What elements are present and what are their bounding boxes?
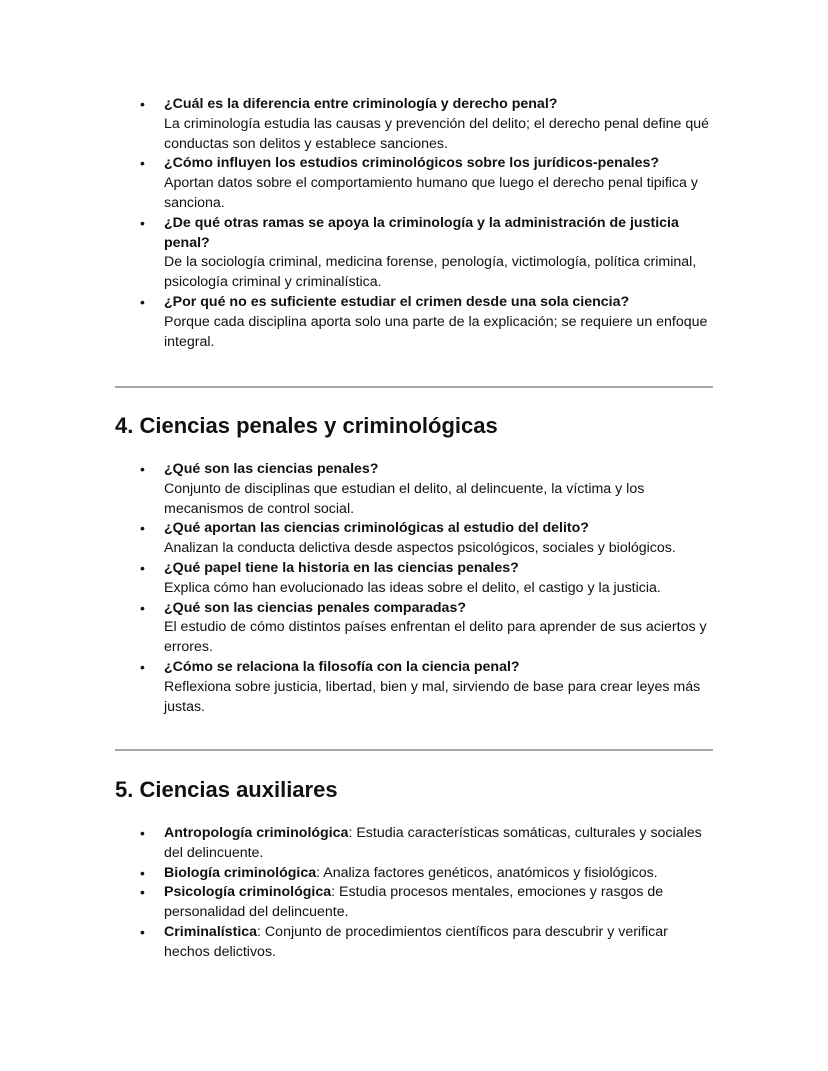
list-item bbox=[140, 864, 710, 884]
list-item bbox=[140, 658, 710, 717]
list-item bbox=[140, 599, 710, 658]
section-divider bbox=[115, 386, 713, 388]
answer-text: Aportan datos sobre el comportamiento humano que luego el derecho penal tipifica y sanciona. bbox=[164, 175, 698, 211]
section-3-question-list bbox=[140, 95, 710, 352]
question-text: ¿Qué son las ciencias penales comparadas? bbox=[164, 599, 467, 616]
section-5-term-list bbox=[140, 824, 710, 963]
bullet-icon: • bbox=[140, 599, 145, 616]
list-item bbox=[140, 154, 710, 213]
term-definition: : Estudia procesos mentales, emociones y rasgos de personalidad del delincuente. bbox=[164, 884, 664, 921]
answer-text: Explica cómo han evolucionado las ideas sobre el delito, el castigo y la justicia. bbox=[164, 579, 661, 596]
bullet-icon: • bbox=[140, 461, 145, 477]
term-definition: : Conjunto de procedimientos científicos para descubrir y verificar hechos delictivos. bbox=[164, 923, 668, 960]
list-item bbox=[140, 559, 710, 599]
list-item bbox=[140, 293, 710, 352]
question-text: ¿De qué otras ramas se apoya la criminología y la administración de justicia penal? bbox=[164, 214, 679, 251]
question-text: ¿Por qué no es suficiente estudiar el crimen desde una sola ciencia? bbox=[164, 293, 630, 310]
question-text: ¿Cuál es la diferencia entre criminología y derecho penal? bbox=[164, 96, 558, 112]
answer-text: La criminología estudia las causas y prevención del delito; el derecho penal define qué conductas son delitos y establece sanciones. bbox=[164, 115, 709, 152]
section-5-heading: 5. Ciencias auxiliares bbox=[115, 777, 338, 802]
question-text: ¿Qué aportan las ciencias criminológicas al estudio del delito? bbox=[164, 520, 589, 537]
term-definition: : Analiza factores genéticos, anatómicos y fisiológicos. bbox=[316, 864, 658, 881]
bullet-icon: • bbox=[140, 864, 145, 881]
answer-text: Analizan la conducta delictiva desde aspectos psicológicos, sociales y biológicos. bbox=[164, 540, 676, 557]
bullet-icon: • bbox=[140, 96, 145, 112]
section-4-heading: 4. Ciencias penales y criminológicas bbox=[115, 413, 498, 438]
bullet-icon: • bbox=[140, 214, 145, 231]
section-divider bbox=[115, 749, 713, 751]
list-item bbox=[140, 824, 710, 864]
bullet-icon: • bbox=[140, 559, 145, 576]
answer-text: El estudio de cómo distintos países enfrentan el delito para aprender de sus aciertos y errores. bbox=[164, 619, 707, 656]
list-item bbox=[140, 519, 710, 559]
list-item bbox=[140, 214, 710, 293]
bullet-icon: • bbox=[140, 884, 145, 901]
bullet-icon: • bbox=[140, 658, 145, 675]
answer-text: De la sociología criminal, medicina forense, penología, victimología, política criminal, psicología criminal y criminalística. bbox=[164, 254, 697, 291]
list-item bbox=[140, 95, 710, 154]
term-label: Biología criminológica bbox=[164, 864, 317, 881]
bullet-icon: • bbox=[140, 293, 145, 310]
list-item bbox=[140, 923, 710, 963]
term-label: Psicología criminológica bbox=[164, 884, 332, 901]
bullet-icon: • bbox=[140, 520, 145, 537]
bullet-icon: • bbox=[140, 923, 145, 940]
section-4-question-list bbox=[140, 460, 710, 717]
answer-text: Conjunto de disciplinas que estudian el delito, al delincuente, la víctima y los mecanismos de control social. bbox=[164, 480, 645, 517]
answer-text: Reflexiona sobre justicia, libertad, bien y mal, sirviendo de base para crear leyes más justas. bbox=[164, 678, 701, 715]
term-definition: : Estudia características somáticas, culturales y sociales del delincuente. bbox=[164, 825, 702, 861]
list-item bbox=[140, 460, 710, 519]
term-label: Criminalística bbox=[164, 923, 258, 940]
question-text: ¿Qué papel tiene la historia en las ciencias penales? bbox=[164, 559, 519, 576]
question-text: ¿Qué son las ciencias penales? bbox=[164, 461, 379, 477]
question-text: ¿Cómo se relaciona la filosofía con la ciencia penal? bbox=[164, 658, 520, 675]
question-text: ¿Cómo influyen los estudios criminológicos sobre los jurídicos-penales? bbox=[164, 155, 660, 172]
list-item bbox=[140, 883, 710, 923]
bullet-icon: • bbox=[140, 825, 145, 841]
answer-text: Porque cada disciplina aporta solo una parte de la explicación; se requiere un enfoque integral. bbox=[164, 313, 708, 350]
term-label: Antropología criminológica bbox=[164, 825, 349, 841]
bullet-icon: • bbox=[140, 155, 145, 172]
